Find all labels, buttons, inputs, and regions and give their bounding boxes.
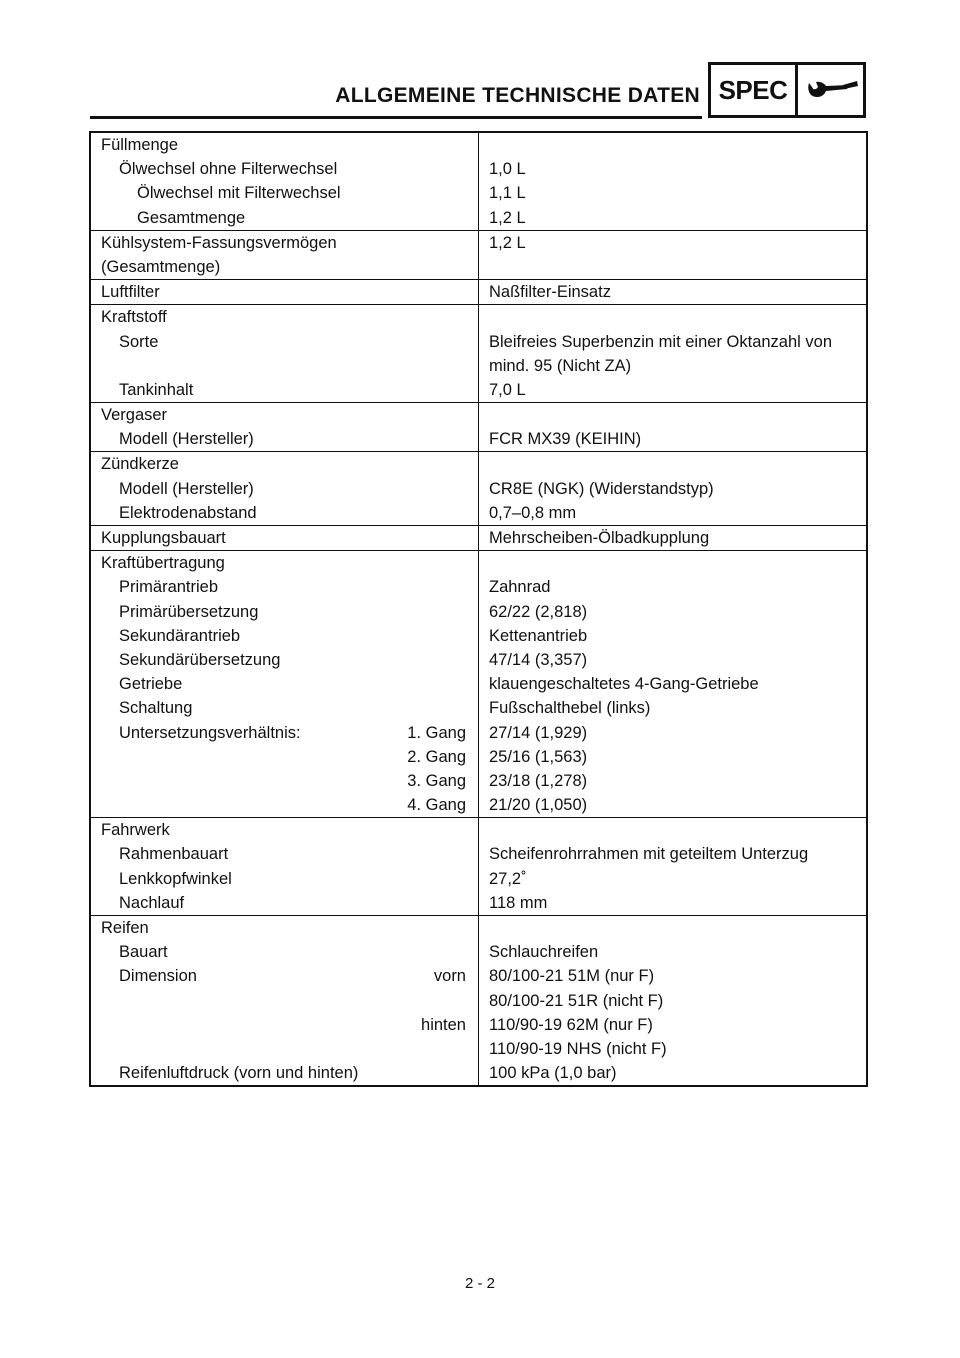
airfilter-value: Naßfilter-Einsatz — [489, 283, 611, 302]
drive-shift-label: Schaltung — [119, 699, 193, 718]
fuel-type-label: Sorte — [119, 332, 159, 351]
section-drive — [91, 551, 866, 818]
chassis-trail-value: 118 mm — [489, 893, 548, 912]
gear-2-label: 2. Gang — [407, 747, 466, 766]
page-title: ALLGEMEINE TECHNISCHE DATEN — [335, 84, 700, 107]
plug-model-label: Modell (Hersteller) — [119, 479, 254, 498]
tires-front-label: vorn — [433, 967, 466, 986]
title-underline — [90, 116, 702, 119]
spec-table — [89, 131, 868, 1087]
gear-3-value: 23/18 (1,278) — [489, 771, 588, 790]
fill-oil-no-filter-label: Ölwechsel ohne Filterwechsel — [119, 160, 338, 179]
gear-1-label: 1. Gang — [407, 723, 466, 742]
tires-size-label: Dimension — [119, 967, 197, 986]
gear-3-label: 3. Gang — [407, 771, 466, 790]
chassis-frame-label: Rahmenbauart — [119, 845, 229, 864]
section-chassis — [91, 818, 866, 916]
section-fill — [91, 133, 866, 231]
fuel-tank-value: 7,0 L — [489, 380, 526, 399]
section-fuel — [91, 305, 866, 403]
tires-type-value: Schlauchreifen — [489, 943, 599, 962]
plug-gap-value: 0,7–0,8 mm — [489, 503, 577, 522]
cooling-label-2: (Gesamtmenge) — [101, 257, 221, 276]
carb-heading: Vergaser — [101, 406, 168, 425]
tires-rear-value-1: 110/90-19 62M (nur F) — [489, 1015, 653, 1034]
tires-front-value-1: 80/100-21 51M (nur F) — [489, 967, 655, 986]
drive-heading: Kraftübertragung — [101, 554, 225, 573]
drive-primary-value: Zahnrad — [489, 578, 551, 597]
plug-heading: Zündkerze — [101, 455, 179, 474]
chassis-frame-value: Scheifenrohrrahmen mit geteiltem Unterzug — [489, 845, 809, 864]
tires-pressure-label: Reifenluftdruck (vorn und hinten) — [119, 1064, 359, 1083]
fill-heading: Füllmenge — [101, 136, 179, 154]
section-plug — [91, 452, 866, 526]
drive-primary-label: Primärantrieb — [119, 578, 219, 597]
spec-badge — [708, 62, 866, 118]
page-number: 2 - 2 — [464, 1275, 495, 1292]
cooling-value: 1,2 L — [489, 233, 526, 252]
carb-model-label: Modell (Hersteller) — [119, 430, 254, 449]
ratio-label: Untersetzungsverhältnis: — [119, 723, 301, 742]
gear-1-value: 27/14 (1,929) — [489, 723, 588, 742]
drive-primary-ratio-value: 62/22 (2,818) — [489, 602, 588, 621]
fill-total-value: 1,2 L — [489, 208, 526, 227]
fill-oil-filter-value: 1,1 L — [489, 184, 526, 203]
plug-model-value: CR8E (NGK) (Widerstandstyp) — [489, 479, 714, 498]
fuel-tank-label: Tankinhalt — [119, 380, 194, 399]
drive-secondary-ratio-value: 47/14 (3,357) — [489, 650, 588, 669]
tires-heading: Reifen — [101, 919, 149, 937]
fill-oil-no-filter-value: 1,0 L — [489, 160, 526, 179]
tires-size-row — [91, 964, 478, 988]
drive-secondary-ratio-label: Sekundärübersetzung — [119, 650, 281, 669]
tires-front-value-2: 80/100-21 51R (nicht F) — [489, 991, 664, 1010]
cooling-label-1: Kühlsystem-Fassungsvermögen — [101, 233, 337, 252]
tires-rear-label: hinten — [421, 1015, 466, 1034]
wrench-icon — [798, 65, 863, 115]
section-tires — [91, 916, 866, 1085]
section-airfilter — [91, 280, 866, 305]
airfilter-label: Luftfilter — [101, 283, 160, 302]
tires-pressure-value: 100 kPa (1,0 bar) — [489, 1064, 617, 1083]
plug-gap-label: Elektrodenabstand — [119, 503, 257, 522]
section-carb — [91, 403, 866, 452]
drive-primary-ratio-label: Primärübersetzung — [119, 602, 259, 621]
ratio-row-1 — [91, 721, 478, 745]
chassis-trail-label: Nachlauf — [119, 893, 185, 912]
chassis-caster-label: Lenkkopfwinkel — [119, 869, 232, 888]
drive-gearbox-label: Getriebe — [119, 675, 183, 694]
drive-secondary-value: Kettenantrieb — [489, 626, 588, 645]
gear-2-value: 25/16 (1,563) — [489, 747, 588, 766]
tires-rear-value-2: 110/90-19 NHS (nicht F) — [489, 1039, 667, 1058]
clutch-value: Mehrscheiben-Ölbadkupplung — [489, 529, 710, 547]
spec-label: SPEC — [711, 65, 798, 115]
fuel-type-value-2: mind. 95 (Nicht ZA) — [489, 356, 632, 375]
fuel-type-value-1: Bleifreies Superbenzin mit einer Oktanzahl von — [489, 332, 833, 351]
chassis-heading: Fahrwerk — [101, 821, 170, 840]
drive-shift-value: Fußschalthebel (links) — [489, 699, 651, 718]
fill-total-label: Gesamtmenge — [137, 208, 246, 227]
clutch-label: Kupplungsbauart — [101, 529, 226, 547]
gear-4-label: 4. Gang — [407, 796, 466, 815]
gear-4-value: 21/20 (1,050) — [489, 796, 588, 815]
section-clutch — [91, 526, 866, 551]
fuel-heading: Kraftstoff — [101, 308, 167, 327]
chassis-caster-value: 27,2˚ — [489, 869, 527, 888]
drive-secondary-label: Sekundärantrieb — [119, 626, 241, 645]
tires-type-label: Bauart — [119, 943, 168, 962]
section-cooling — [91, 231, 866, 280]
carb-model-value: FCR MX39 (KEIHIN) — [489, 430, 642, 449]
fill-oil-filter-label: Ölwechsel mit Filterwechsel — [137, 184, 341, 203]
drive-gearbox-value: klauengeschaltetes 4-Gang-Getriebe — [489, 675, 759, 694]
